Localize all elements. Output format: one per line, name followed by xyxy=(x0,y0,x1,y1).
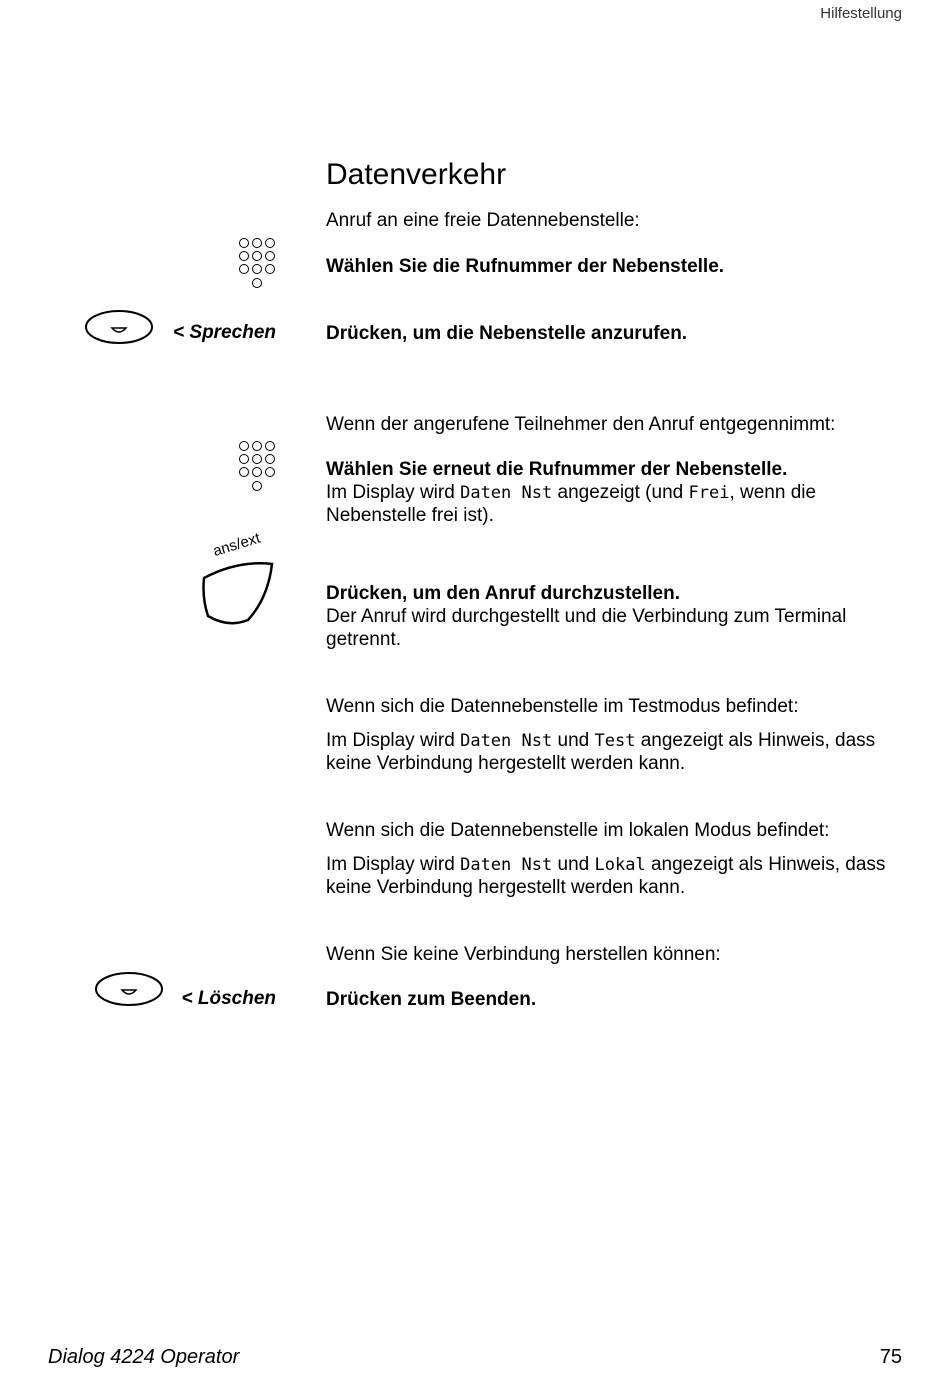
intro-no-connection: Wenn Sie keine Verbindung herstellen können: xyxy=(326,944,721,965)
softkey-label-speak: < Sprechen xyxy=(173,322,276,343)
text: und xyxy=(557,730,590,751)
keypad-icon xyxy=(238,236,280,292)
transfer-note-line-2: getrennt. xyxy=(326,629,401,650)
display-text: Frei xyxy=(688,483,730,503)
softkey-label-delete: < Löschen xyxy=(181,988,276,1009)
text: angezeigt als Hinweis, dass xyxy=(640,730,876,751)
keypad-icon xyxy=(238,439,280,495)
instruction-press-to-transfer: Drücken, um den Anruf durchzustellen. xyxy=(326,583,681,604)
transfer-note-line-1: Der Anruf wird durchgestellt und die Verbindung zum Terminal xyxy=(326,606,847,627)
display-text: Lokal xyxy=(594,855,646,875)
test-mode-note-line-2: keine Verbindung hergestellt werden kann. xyxy=(326,753,686,774)
intro-local-mode: Wenn sich die Datennebenstelle im lokalen Modus befindet: xyxy=(326,820,830,841)
display-note-line-2: Nebenstelle frei ist). xyxy=(326,505,494,526)
instruction-press-to-call: Drücken, um die Nebenstelle anzurufen. xyxy=(326,323,688,344)
key-label: ans/ext xyxy=(211,529,263,560)
display-text: Test xyxy=(594,731,636,751)
display-text: Daten Nst xyxy=(460,855,553,875)
display-text: Daten Nst xyxy=(460,731,553,751)
display-note-line xyxy=(326,481,926,505)
text: Im Display wird xyxy=(326,730,455,751)
test-mode-note-line-1 xyxy=(326,729,926,753)
text: Im Display wird xyxy=(326,482,455,503)
text: angezeigt als Hinweis, dass xyxy=(650,854,886,875)
local-mode-note-line-2: keine Verbindung hergestellt werden kann. xyxy=(326,877,686,898)
text: , wenn die xyxy=(729,482,817,503)
text: angezeigt (und xyxy=(557,482,684,503)
display-text: Daten Nst xyxy=(460,483,553,503)
footer-product-name: Dialog 4224 Operator xyxy=(48,1346,240,1368)
instruction-dial-again: Wählen Sie erneut die Rufnummer der Nebenstelle. xyxy=(326,459,788,480)
instruction-dial-number: Wählen Sie die Rufnummer der Nebenstelle. xyxy=(326,256,725,277)
text: Im Display wird xyxy=(326,854,455,875)
transfer-key-icon[interactable] xyxy=(198,558,282,628)
intro-call-answered: Wenn der angerufene Teilnehmer den Anruf entgegennimmt: xyxy=(326,414,836,435)
page-number: 75 xyxy=(879,1346,902,1368)
intro-free-data-extension: Anruf an eine freie Datennebenstelle: xyxy=(326,210,640,231)
running-header: Hilfestellung xyxy=(820,5,902,22)
page-title: Datenverkehr xyxy=(326,158,507,191)
intro-test-mode: Wenn sich die Datennebenstelle im Testmodus befindet: xyxy=(326,696,799,717)
local-mode-note-line-1 xyxy=(326,853,926,877)
text: und xyxy=(557,854,590,875)
instruction-press-to-end: Drücken zum Beenden. xyxy=(326,989,537,1010)
